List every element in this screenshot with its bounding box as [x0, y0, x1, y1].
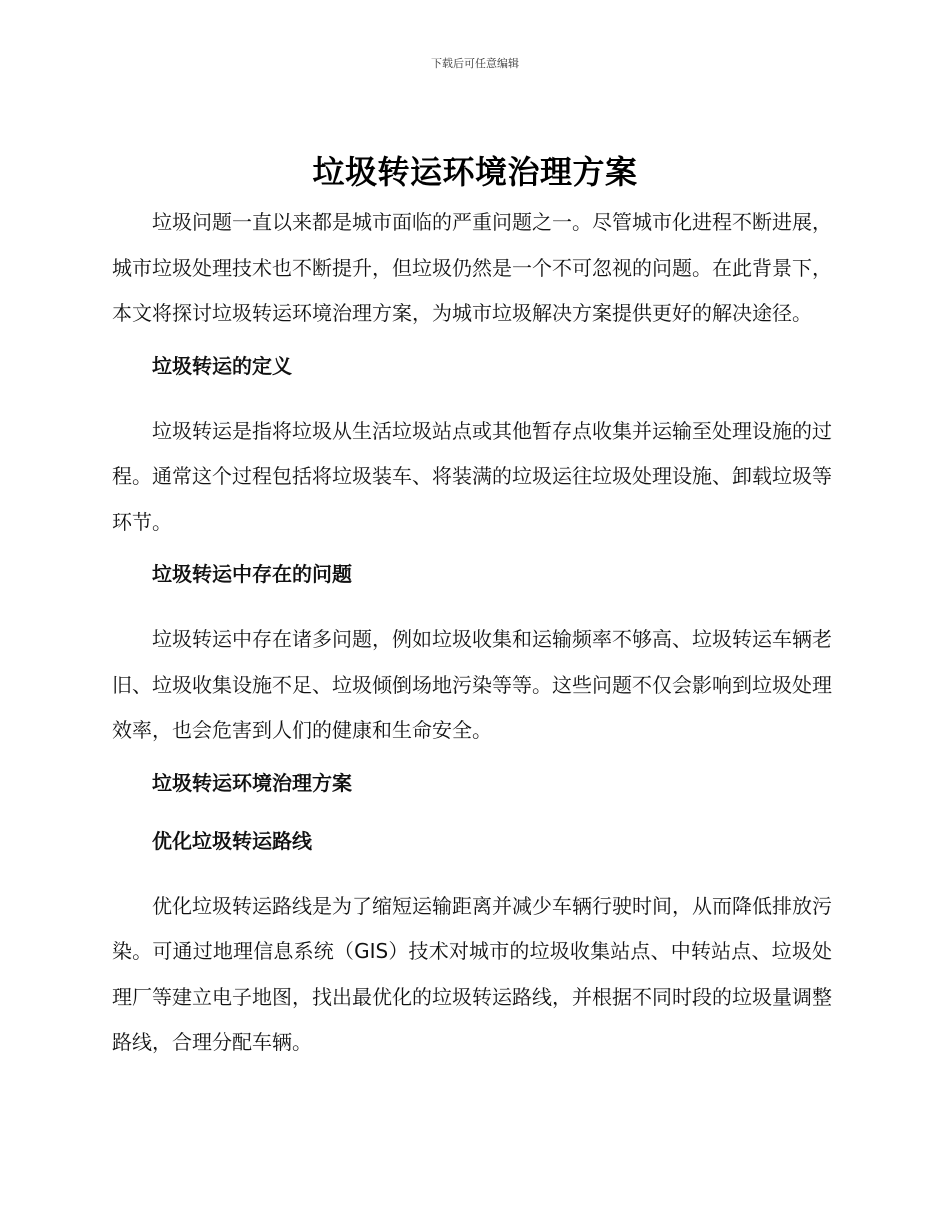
document-title: 垃圾转运环境治理方案 — [312, 153, 638, 191]
section-heading-route-optimization: 优化垃圾转运路线 — [152, 828, 312, 853]
document-body — [112, 200, 832, 1080]
intro-paragraph: 垃圾问题一直以来都是城市面临的严重问题之一。尽管城市化进程不断进展，城市垃圾处理技术也不断提升，但垃圾仍然是一个不可忽视的问题。在此背景下，本文将探讨垃圾转运环境治理方案，为城市垃圾解决方案提供更好的解决途径。 — [112, 210, 832, 325]
section-paragraph-definition: 垃圾转运是指将垃圾从生活垃圾站点或其他暂存点收集并运输至处理设施的过程。通常这个过程包括将垃圾装车、将装满的垃圾运往垃圾处理设施、卸载垃圾等环节。 — [112, 418, 832, 534]
section-heading-solutions: 垃圾转运环境治理方案 — [152, 770, 352, 795]
section-heading-problems: 垃圾转运中存在的问题 — [152, 562, 352, 586]
section-paragraph-problems: 垃圾转运中存在诸多问题，例如垃圾收集和运输频率不够高、垃圾转运车辆老旧、垃圾收集设施不足、垃圾倾倒场地污染等等。这些问题不仅会影响到垃圾处理效率，也会危害到人们的健康和生命安全。 — [112, 627, 832, 742]
section-paragraph-route-optimization: 优化垃圾转运路线是为了缩短运输距离并减少车辆行驶时间，从而降低排放污染。可通过地理信息系统（GIS）技术对城市的垃圾收集站点、中转站点、垃圾处理厂等建立电子地图，找出最优化的垃圾转运路线，并根据不同时段的垃圾量调整路线，合理分配车辆。 — [112, 893, 832, 1054]
header-note: 下载后可任意编辑 — [431, 57, 519, 70]
section-heading-definition: 垃圾转运的定义 — [152, 353, 292, 378]
